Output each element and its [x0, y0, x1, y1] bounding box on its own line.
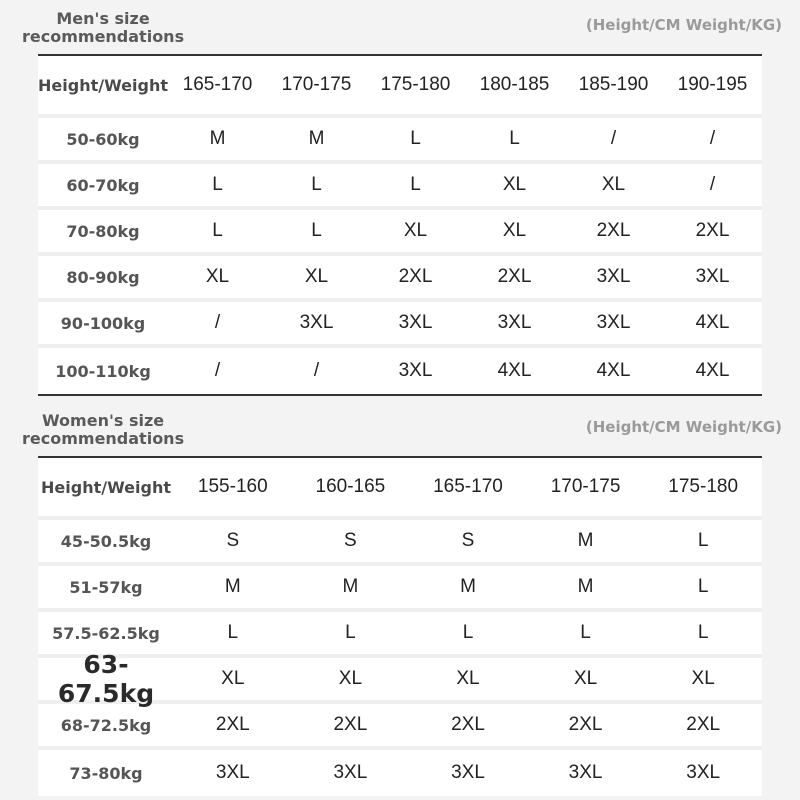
men-height-col: 175-180 [380, 74, 451, 95]
women-height-col: 170-175 [550, 476, 621, 497]
size-cell: 2XL [451, 714, 485, 735]
men-title-line1: Men's size [56, 9, 150, 28]
size-cell: / [313, 360, 320, 381]
size-cell: XL [573, 668, 598, 689]
size-cell: L [410, 128, 421, 149]
women-header-label: Height/Weight [41, 477, 171, 497]
men-height-col: 185-190 [578, 74, 649, 95]
size-cell: 3XL [333, 762, 368, 783]
men-section-title [22, 10, 184, 46]
size-cell: XL [338, 668, 363, 689]
size-cell: XL [221, 668, 245, 689]
size-cell: 2XL [686, 714, 721, 735]
size-cell: S [226, 530, 240, 551]
size-cell: 2XL [333, 714, 368, 735]
men-row [38, 118, 762, 164]
size-cell: L [580, 622, 591, 643]
size-cell: L [212, 174, 223, 195]
men-weight-label: 70-80kg [66, 221, 140, 241]
women-section-title [22, 412, 184, 448]
size-cell: 3XL [568, 762, 603, 783]
size-cell: / [214, 360, 221, 381]
men-unit-note: (Height/CM Weight/KG) [585, 16, 782, 34]
size-cell: L [697, 530, 709, 551]
size-cell: 2XL [568, 714, 603, 735]
size-cell: / [214, 312, 221, 333]
size-cell: 4XL [695, 312, 730, 333]
size-cell: M [577, 530, 594, 551]
women-row [38, 520, 762, 566]
women-weight-label: 51-57kg [69, 577, 143, 597]
women-weight-label: 63-67.5kg [57, 650, 155, 708]
men-header-label: Height/Weight [38, 75, 168, 95]
size-cell: 2XL [398, 266, 433, 287]
women-weight-label: 73-80kg [69, 763, 143, 783]
size-cell: / [709, 174, 716, 195]
women-height-col: 175-180 [668, 476, 739, 497]
size-cell: L [462, 622, 474, 643]
size-cell: 2XL [497, 266, 532, 287]
size-cell: 2XL [695, 220, 730, 241]
men-title-line2: recommendations [22, 27, 185, 46]
men-weight-label: 80-90kg [66, 267, 140, 287]
size-cell: 3XL [695, 266, 730, 287]
size-cell: 4XL [497, 360, 532, 381]
size-cell: 4XL [695, 360, 730, 381]
size-cell: M [342, 576, 359, 597]
size-cell: M [224, 576, 241, 597]
women-weight-label: 57.5-62.5kg [52, 623, 160, 643]
men-row [38, 256, 762, 302]
size-cell: M [209, 128, 226, 149]
size-cell: 3XL [398, 360, 433, 381]
men-row [38, 348, 762, 394]
men-weight-label: 90-100kg [60, 313, 146, 333]
size-cell: 3XL [398, 312, 433, 333]
size-cell: M [308, 128, 325, 149]
men-header-row [38, 56, 762, 118]
size-cell: XL [403, 220, 428, 241]
men-row [38, 164, 762, 210]
size-cell: 2XL [215, 714, 250, 735]
men-weight-label: 50-60kg [66, 129, 140, 149]
size-cell: XL [601, 174, 626, 195]
size-cell: L [697, 622, 709, 643]
size-cell: XL [691, 668, 715, 689]
size-cell: 3XL [596, 266, 631, 287]
men-height-col: 170-175 [281, 74, 352, 95]
women-unit-note: (Height/CM Weight/KG) [585, 418, 782, 436]
women-row [38, 704, 762, 750]
women-header-row [38, 458, 762, 520]
size-cell: / [610, 128, 617, 149]
size-cell: 3XL [686, 762, 721, 783]
men-height-col: 165-170 [182, 74, 253, 95]
size-cell: L [345, 622, 356, 643]
size-cell: 4XL [596, 360, 631, 381]
men-weight-label: 60-70kg [66, 175, 140, 195]
women-weight-label: 68-72.5kg [60, 715, 152, 735]
size-cell: 3XL [299, 312, 334, 333]
size-cell: 3XL [451, 762, 485, 783]
size-cell: L [311, 220, 322, 241]
size-cell: L [697, 576, 709, 597]
size-cell: L [227, 622, 239, 643]
women-row [38, 750, 762, 796]
size-cell: S [461, 530, 475, 551]
size-cell: M [460, 576, 476, 597]
size-cell: 3XL [497, 312, 532, 333]
women-height-col: 160-165 [315, 476, 386, 497]
women-size-table [38, 456, 762, 796]
size-cell: XL [456, 668, 480, 689]
size-cell: 3XL [596, 312, 631, 333]
men-row [38, 302, 762, 348]
women-title-line1: Women's size [41, 411, 165, 430]
men-height-col: 190-195 [677, 74, 748, 95]
size-cell: XL [502, 174, 527, 195]
size-cell: L [311, 174, 322, 195]
size-cell: XL [304, 266, 329, 287]
size-cell: 2XL [596, 220, 631, 241]
size-cell: / [709, 128, 716, 149]
size-cell: M [577, 576, 594, 597]
size-cell: 3XL [215, 762, 250, 783]
women-row [38, 650, 762, 708]
size-cell: L [509, 128, 520, 149]
men-height-col: 180-185 [479, 74, 550, 95]
size-cell: L [212, 220, 223, 241]
size-cell: XL [502, 220, 527, 241]
men-row [38, 210, 762, 256]
size-cell: XL [205, 266, 230, 287]
size-cell: L [410, 174, 421, 195]
women-height-col: 165-170 [433, 476, 503, 497]
women-title-line2: recommendations [22, 429, 185, 448]
men-size-table [38, 54, 762, 396]
size-cell: S [344, 530, 357, 551]
women-height-col: 155-160 [197, 476, 268, 497]
women-row [38, 566, 762, 612]
women-weight-label: 45-50.5kg [60, 531, 152, 551]
men-weight-label: 100-110kg [55, 361, 151, 381]
